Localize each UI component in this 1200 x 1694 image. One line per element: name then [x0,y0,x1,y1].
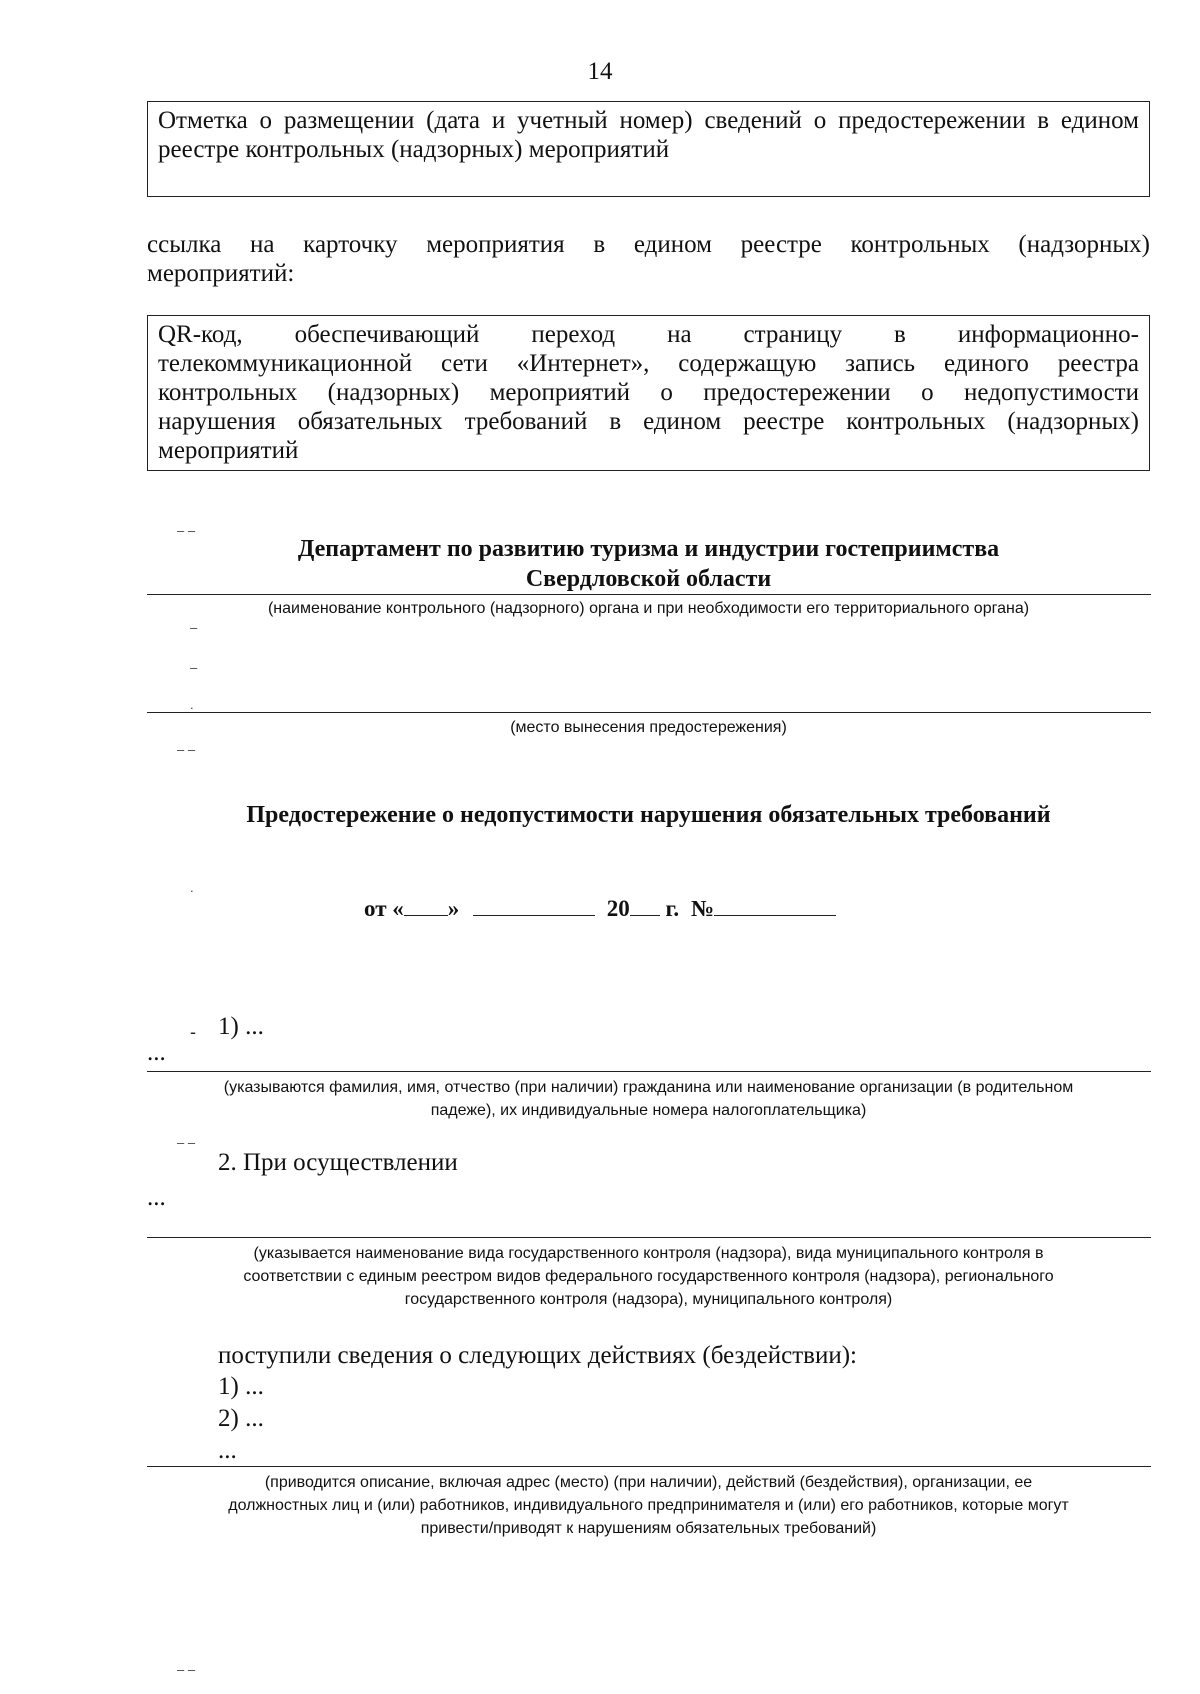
control-type-caption [147,1242,1150,1311]
scan-mark: ‒ [190,660,198,675]
addressee-rule [147,1071,1151,1072]
authority-caption: (наименование контрольного (надзорного) органа и при необходимости его территориального органа) [267,600,1030,617]
scan-mark: . [190,880,194,895]
actions-caption-line-3: привести/приводят к нарушениям обязательных требований) [420,1520,877,1537]
qr-line-1: QR-код, обеспечивающий переход на страницу в информационно- [158,321,1139,348]
document-title: Предостережение о недопустимости нарушения обязательных требований [246,802,1051,828]
addressee-caption [147,1076,1150,1122]
qr-line-2: телекоммуникационной сети «Интернет», содержащую запись единого реестра [158,350,1139,377]
page-number: 14 [587,58,613,85]
scan-mark: ‒ ‒ [177,523,196,538]
control-type-ellipsis: ... [147,1184,166,1211]
actions-caption [147,1471,1150,1540]
addressee-ellipsis: ... [147,1039,166,1066]
actions-intro: поступили сведения о следующих действиях (бездействии): [218,1342,858,1369]
scan-mark: ‒ [190,620,198,635]
actions-item-1: 1) ... [218,1373,264,1400]
registry-mark-line-1: Отметка о размещении (дата и учетный номер) сведений о предостережении в едином [158,107,1139,134]
registry-mark-box [147,101,1150,197]
authority-line-1: Департамент по развитию туризма и индустрии гостеприимства [297,536,1000,562]
qr-line-4: нарушения обязательных требований в едином реестре контрольных (надзорных) [158,408,1139,435]
control-type-text: 2. При осуществлении [218,1149,458,1176]
actions-item-2: 2) ... [218,1405,264,1432]
addressee-caption-line-1: (указываются фамилия, имя, отчество (при наличии) гражданина или наименование организации (в родительном [223,1079,1074,1096]
scan-mark: . [190,697,194,712]
qr-code-box [147,315,1150,471]
scan-mark: - [190,1022,196,1042]
actions-caption-line-1: (приводится описание, включая адрес (место) (при наличии), действий (бездействия), организации, ее [264,1474,1033,1491]
day-blank [404,893,448,916]
addressee-caption-line-2: падеже), их индивидуальные номера налогоплательщика) [430,1102,867,1119]
year-prefix: 20 [606,896,630,921]
actions-rule [147,1466,1151,1467]
number-blank [714,893,836,916]
scan-mark: ‒ ‒ [177,742,196,757]
number-sign: № [690,896,714,921]
date-number-line [0,893,1200,922]
scan-mark: ‒ ‒ [177,1662,196,1677]
control-type-caption-line-3: государственного контроля (надзора), муниципального контроля) [404,1291,893,1308]
control-type-caption-line-2: соответствии с единым реестром видов федерального государственного контроля (надзора), регионального [243,1268,1054,1285]
scan-mark: ‒ ‒ [177,1135,196,1150]
registry-link-line-1: ссылка на карточку мероприятия в едином реестре контрольных (надзорных) [147,231,1150,258]
authority-line-2: Свердловской области [525,566,772,592]
actions-ellipsis: ... [218,1437,237,1464]
authority-name [147,534,1150,594]
qr-line-3: контрольных (надзорных) мероприятий о предостережении о недопустимости [158,379,1139,406]
registry-link-line-2: мероприятий: [147,260,295,287]
control-type-caption-line-1: (указывается наименование вида государственного контроля (надзора), вида муниципального контроля в [253,1245,1044,1262]
date-close-quote: » [447,896,460,921]
place-caption: (место вынесения предостережения) [510,719,787,736]
authority-rule [147,594,1151,595]
month-blank [473,893,595,916]
qr-line-5: мероприятий [158,437,299,464]
year-blank [630,893,660,916]
registry-link-paragraph [147,230,1150,288]
place-rule [147,712,1151,713]
date-from-label: от « [364,896,404,921]
registry-mark-line-2: реестре контрольных (надзорных) мероприятий [158,136,670,163]
addressee-item-1: 1) ... [218,1013,264,1040]
control-type-rule [147,1237,1151,1238]
year-suffix: г. [665,896,680,921]
actions-caption-line-2: должностных лиц и (или) работников, индивидуального предпринимателя и (или) его работников, которые могут [228,1497,1069,1514]
